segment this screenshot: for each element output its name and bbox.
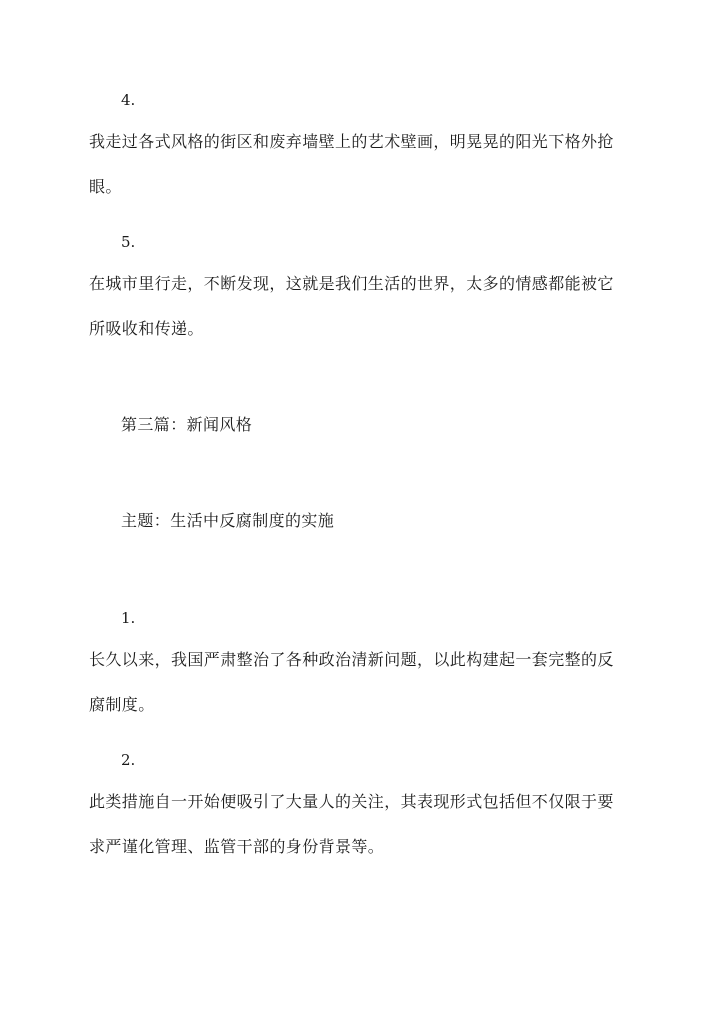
paragraph-line: 长久以来，我国严肃整治了各种政治清新问题，以此构建起一套完整的反 [89,650,614,669]
paragraph-line: 腐制度。 [89,695,155,714]
item-number-1: 1. [121,609,136,627]
item-number-4: 4. [121,91,136,109]
item-number-2: 2. [121,751,136,769]
paragraph-line: 所吸收和传递。 [89,319,204,338]
paragraph-line: 我走过各式风格的街区和废弃墙壁上的艺术壁画，明晃晃的阳光下格外抢 [89,132,614,151]
paragraph-line: 此类措施自一开始便吸引了大量人的关注，其表现形式包括但不仅限于要 [89,792,614,811]
paragraph-line: 眼。 [89,177,122,196]
topic-heading: 主题：生活中反腐制度的实施 [121,511,335,530]
paragraph-line: 求严谨化管理、监管干部的身份背景等。 [89,837,385,856]
item-number-5: 5. [121,233,136,251]
paragraph-line: 在城市里行走，不断发现，这就是我们生活的世界，太多的情感都能被它 [89,274,614,293]
chapter-title: 第三篇：新闻风格 [121,415,253,434]
